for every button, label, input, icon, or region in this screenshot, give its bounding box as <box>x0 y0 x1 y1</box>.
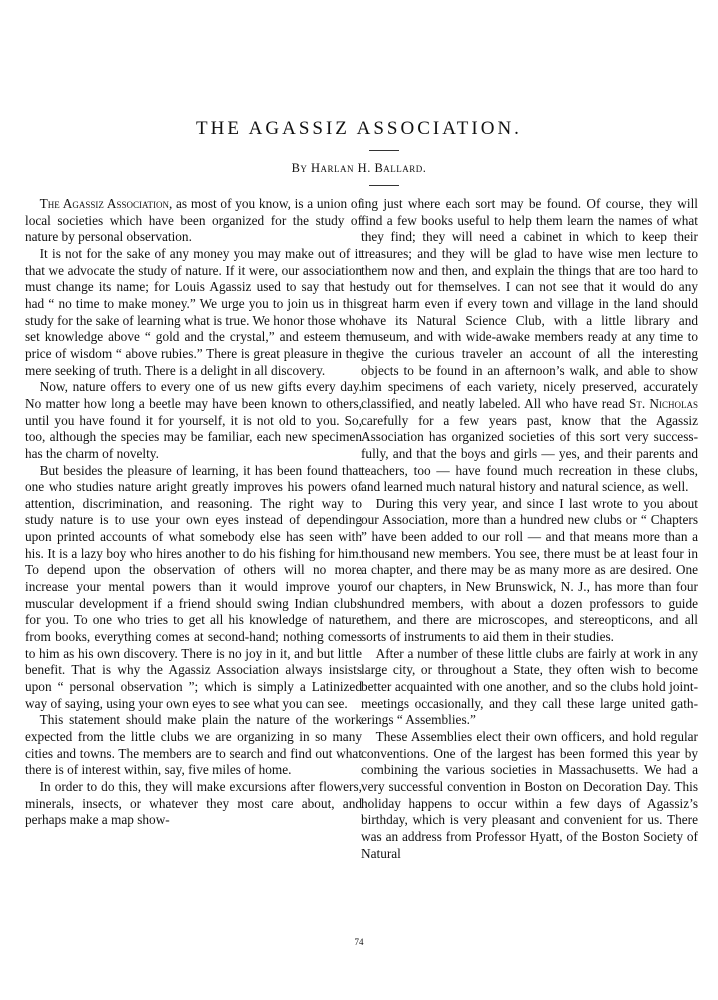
paragraph-7 <box>361 196 698 496</box>
lead-caps: The Agassiz Association, <box>39 196 173 211</box>
paragraph-10: These Assemblies elect their own officers, and hold regular conventions. One of the largest has been formed this year by combining the various societies in Massachusetts. We had a very successful convention in Boston on Decoration Day. This holiday happens to occur within a few days of Agassiz’s birthday, which is very pleasant and convenient for us. There was an address from Professor Hyatt, of the Boston Society of Natural <box>361 729 698 861</box>
paragraph-6: In order to do this, they will make excursions after flowers, minerals, insects, or whatever they most care about, and perhaps make a map show- <box>25 778 362 828</box>
title-rule <box>369 150 399 151</box>
paragraph-2: It is not for the sake of any money you may make out of it that we advocate the study of nature. If it were, our association must change its name; for Louis Agassiz used to say that he had “ no time to make money.” We urge you to join us in this study for the sake of learning what is true. We honor those who set knowledge above “ gold and the crystal,” and esteem the price of wisdom “ above rubies.” There is great pleasure in the mere seeking of truth. There is a delight in all discovery. <box>25 245 362 378</box>
byline <box>0 161 718 176</box>
paragraph-1-text: as most of you know, is a union of local societies which have been organized for the study of nature by personal observation. <box>25 196 362 245</box>
magazine-name: St. Nicholas <box>628 395 698 411</box>
byline-text: By Harlan H. Ballard. <box>291 161 427 175</box>
left-column <box>25 196 362 829</box>
paragraph-4: But besides the pleasure of learning, it has been found that one who studies nature aright greatly improves his powers of attention, discrimination, and reasoning. The right way to study nature is to use your own eyes instead of depending upon printed accounts of what somebody else has seen with his. It is a lazy boy who hires another to do his fishing for him. To depend upon the observation of others will no more increase your mental powers than it would improve your muscular development if a friend should swing Indian clubs for you. To one who tries to get all his knowledge of nature from books, everything comes at second-hand; nothing comes to him as his own discovery. There is no joy in it, and but little benefit. That is why the Agassiz Association always insists upon “ personal observation ”; which is simply a Latinized way of saying, using your own eyes to see what you can see. <box>25 462 362 711</box>
paragraph-8: During this very year, and since I last wrote to you about our Association, more than a hundred new clubs or “ Chapters ” have been added to our roll — and that means more than a thousand new members. You see, there must be at least four in a chapter, and there may be as many more as are desired. One of our chapters, in New Brunswick, N. J., has more than four hundred members, with about a dozen professors to guide them, and there are microscopes, and stereopticons, and all sorts of instruments to aid them in their studies. <box>361 495 698 645</box>
byline-rule <box>369 185 399 186</box>
page-number: 74 <box>354 937 364 947</box>
paragraph-7-rest: carefully for a few years past, know that the Agassiz Association has organized societies of this sort very successfully, and that the boys and girls — yes, and their parents and teachers, too — have found much recreation in these clubs, and learned much natural history and natural science, as well. <box>361 412 698 495</box>
paragraph-1 <box>25 196 362 246</box>
article-title: THE AGASSIZ ASSOCIATION. <box>196 118 522 139</box>
paragraph-3: Now, nature offers to every one of us new gifts every day. No matter how long a beetle may have been known to others, until you have found it for yourself, it is not old to you. So, too, although the species may be familiar, each new specimen has the charm of novelty. <box>25 379 362 461</box>
paragraph-9: After a number of these little clubs are fairly at work in any large city, or throughout a State, they often wish to become better acquainted with one another, and so the clubs hold joint-meetings occasionally, and they call these large united gatherings “ Assemblies.” <box>361 645 698 728</box>
paragraph-5: This statement should make plain the nature of the work expected from the little clubs we are organizing in so many cities and towns. The members are to search and find out what there is of interest within, say, five miles of home. <box>25 712 362 778</box>
right-column <box>361 196 698 862</box>
paragraph-7-text: ing just where each sort may be found. Of course, they will find a few books useful to help them learn the names of what they find; they will need a cabinet in which to keep their treasures; and they will be glad to have wise men lecture to them now and then, and explain the things that are too hard to study out for themselves. I can not see that it would do any great harm even if every town and village in the land should have its Natural Science Club, with a little library and museum, and with wide-awake members ready at any time to give the curious traveler an account of all the interesting objects to be found in an afternoon’s walk, and able to show him specimens of each variety, nicely preserved, accurately classified, and neatly labeled. All who have read <box>361 196 698 411</box>
